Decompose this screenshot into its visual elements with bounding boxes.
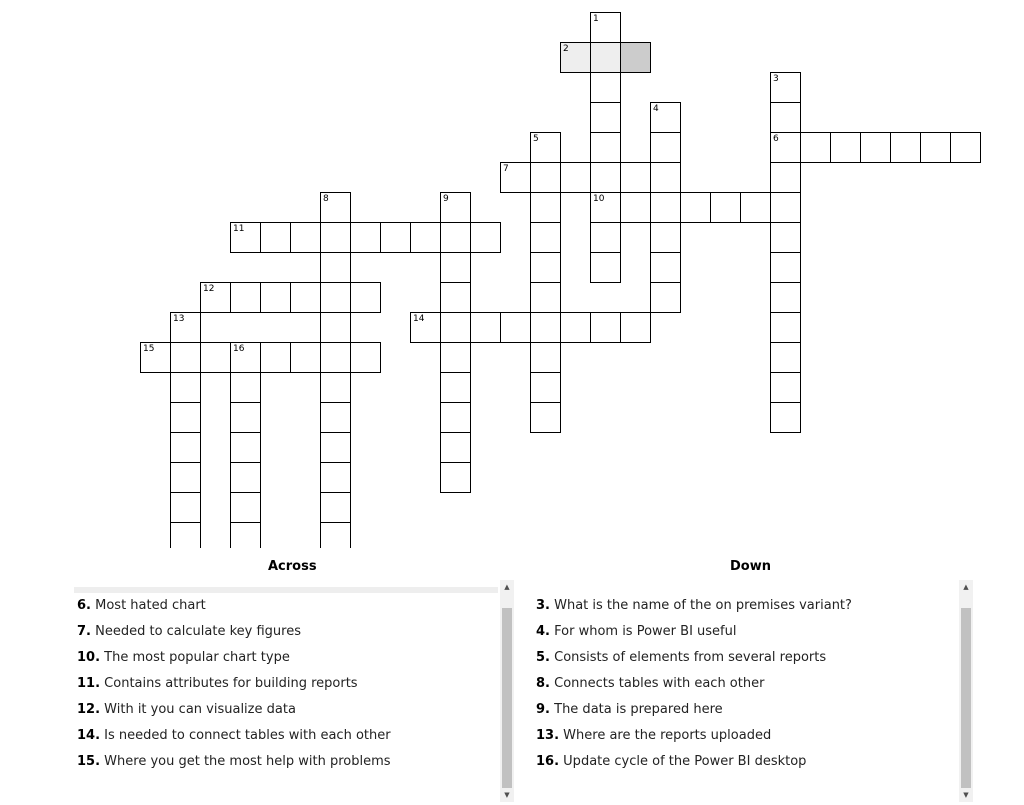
grid-cell[interactable] <box>530 162 561 193</box>
across-clue-list <box>74 580 498 802</box>
scroll-up-icon[interactable]: ▲ <box>504 583 510 591</box>
grid-cell[interactable] <box>440 252 471 283</box>
grid-cell[interactable] <box>320 432 351 463</box>
grid-cell[interactable] <box>590 72 621 103</box>
across-scrollbar[interactable] <box>500 580 514 802</box>
grid-cell[interactable] <box>530 372 561 403</box>
grid-cell[interactable] <box>440 402 471 433</box>
grid-cell[interactable] <box>440 432 471 463</box>
grid-cell[interactable] <box>320 492 351 523</box>
clue-number: 16. <box>536 754 560 769</box>
clue-across-15[interactable] <box>74 749 498 775</box>
grid-cell[interactable] <box>440 462 471 493</box>
clue-number-label: 12 <box>203 284 215 294</box>
clue-across-10[interactable] <box>74 645 498 671</box>
grid-cell[interactable] <box>320 522 351 548</box>
grid-cell[interactable] <box>320 372 351 403</box>
grid-cell[interactable] <box>770 102 801 133</box>
grid-cell[interactable] <box>230 222 261 253</box>
grid-cell[interactable] <box>320 402 351 433</box>
grid-cell[interactable] <box>590 12 621 43</box>
grid-cell[interactable] <box>530 282 561 313</box>
grid-cell[interactable] <box>950 132 981 163</box>
down-scrollbar[interactable] <box>959 580 973 802</box>
grid-cell[interactable] <box>800 132 831 163</box>
grid-cell[interactable] <box>260 222 291 253</box>
grid-cell[interactable] <box>530 222 561 253</box>
clue-number: 13. <box>536 728 560 743</box>
grid-cell[interactable] <box>170 402 201 433</box>
grid-cell[interactable] <box>620 192 651 223</box>
clue-number-label: 8 <box>323 194 329 204</box>
clue-down-4[interactable] <box>533 619 957 645</box>
grid-cell[interactable] <box>230 492 261 523</box>
clue-number-label: 16 <box>233 344 245 354</box>
across-heading: Across <box>268 559 317 574</box>
clue-number: 6. <box>77 598 91 613</box>
grid-cell[interactable] <box>470 222 501 253</box>
grid-cell[interactable] <box>770 402 801 433</box>
clue-number-label: 3 <box>773 74 779 84</box>
grid-cell[interactable] <box>890 132 921 163</box>
scrollbar-thumb[interactable] <box>961 608 971 788</box>
clue-number-label: 13 <box>173 314 185 324</box>
clue-number-label: 4 <box>653 104 659 114</box>
clue-number: 3. <box>536 598 550 613</box>
grid-cell[interactable] <box>530 312 561 343</box>
grid-cell[interactable] <box>170 462 201 493</box>
grid-cell[interactable] <box>260 282 291 313</box>
clue-number-label: 9 <box>443 194 449 204</box>
clue-text: What is the name of the on premises variant? <box>554 598 852 613</box>
clue-number-label: 14 <box>413 314 425 324</box>
grid-cell[interactable] <box>650 132 681 163</box>
grid-cell[interactable] <box>440 312 471 343</box>
clue-text: Connects tables with each other <box>554 676 765 691</box>
grid-cell[interactable] <box>350 222 381 253</box>
grid-cell[interactable] <box>590 102 621 133</box>
grid-cell[interactable] <box>770 72 801 103</box>
grid-cell[interactable] <box>440 222 471 253</box>
grid-cell[interactable] <box>170 372 201 403</box>
grid-cell[interactable] <box>320 282 351 313</box>
scrollbar-thumb[interactable] <box>502 608 512 788</box>
grid-cell[interactable] <box>590 132 621 163</box>
grid-cell[interactable] <box>590 312 621 343</box>
clue-partial-row <box>533 580 957 593</box>
across-clue-panel <box>74 580 514 802</box>
clue-number: 9. <box>536 702 550 717</box>
clue-text: Needed to calculate key figures <box>95 624 301 639</box>
clue-text: Where you get the most help with problems <box>104 754 391 769</box>
down-clue-panel <box>533 580 973 802</box>
grid-cell[interactable] <box>590 222 621 253</box>
clue-number: 11. <box>77 676 101 691</box>
scroll-up-icon[interactable]: ▲ <box>963 583 969 591</box>
clue-down-8[interactable] <box>533 671 957 697</box>
grid-cell[interactable] <box>770 282 801 313</box>
clue-text: Most hated chart <box>95 598 206 613</box>
grid-cell[interactable] <box>200 282 231 313</box>
grid-cell[interactable] <box>560 42 591 73</box>
grid-cell[interactable] <box>590 42 621 73</box>
clue-across-6[interactable] <box>74 593 498 619</box>
grid-cell[interactable] <box>590 162 621 193</box>
grid-cell[interactable] <box>830 132 861 163</box>
grid-cell[interactable] <box>440 282 471 313</box>
clue-across-12[interactable] <box>74 697 498 723</box>
grid-cell[interactable] <box>170 492 201 523</box>
clue-text: For whom is Power BI useful <box>554 624 737 639</box>
down-heading: Down <box>730 559 771 574</box>
grid-cell[interactable] <box>620 42 651 73</box>
grid-cell[interactable] <box>230 282 261 313</box>
clue-down-13[interactable] <box>533 723 957 749</box>
grid-cell[interactable] <box>920 132 951 163</box>
grid-cell[interactable] <box>230 372 261 403</box>
grid-cell[interactable] <box>320 252 351 283</box>
clue-number: 5. <box>536 650 550 665</box>
clue-across-14[interactable] <box>74 723 498 749</box>
grid-cell[interactable] <box>290 222 321 253</box>
grid-cell[interactable] <box>530 192 561 223</box>
grid-cell[interactable] <box>620 162 651 193</box>
grid-cell[interactable] <box>260 342 291 373</box>
grid-cell[interactable] <box>590 192 621 223</box>
grid-cell[interactable] <box>410 312 441 343</box>
grid-cell[interactable] <box>140 342 171 373</box>
grid-cell[interactable] <box>530 402 561 433</box>
grid-cell[interactable] <box>770 132 801 163</box>
grid-cell[interactable] <box>350 342 381 373</box>
grid-cell[interactable] <box>350 282 381 313</box>
clue-text: With it you can visualize data <box>104 702 296 717</box>
grid-cell[interactable] <box>380 222 411 253</box>
clue-number: 14. <box>77 728 101 743</box>
grid-cell[interactable] <box>620 312 651 343</box>
clue-across-11[interactable] <box>74 671 498 697</box>
clue-down-5[interactable] <box>533 645 957 671</box>
grid-cell[interactable] <box>650 192 681 223</box>
grid-cell[interactable] <box>410 222 441 253</box>
grid-cell[interactable] <box>230 522 261 548</box>
grid-cell[interactable] <box>320 462 351 493</box>
clue-number-label: 6 <box>773 134 779 144</box>
grid-cell[interactable] <box>650 252 681 283</box>
clue-text: The data is prepared here <box>554 702 723 717</box>
grid-cell[interactable] <box>170 432 201 463</box>
grid-cell[interactable] <box>770 342 801 373</box>
clue-number: 15. <box>77 754 101 769</box>
grid-cell[interactable] <box>650 282 681 313</box>
clue-down-3[interactable] <box>533 593 957 619</box>
grid-cell[interactable] <box>680 192 711 223</box>
grid-cell[interactable] <box>230 342 261 373</box>
grid-cell[interactable] <box>560 162 591 193</box>
down-clue-list <box>533 580 957 802</box>
clue-number-label: 10 <box>593 194 605 204</box>
grid-cell[interactable] <box>440 192 471 223</box>
grid-cell[interactable] <box>560 312 591 343</box>
grid-cell[interactable] <box>320 342 351 373</box>
grid-cell[interactable] <box>290 282 321 313</box>
clue-text: The most popular chart type <box>104 650 290 665</box>
clue-partial-row <box>74 580 498 593</box>
clue-text: Contains attributes for building reports <box>104 676 358 691</box>
clue-number: 7. <box>77 624 91 639</box>
grid-cell[interactable] <box>530 132 561 163</box>
clue-text: Consists of elements from several reports <box>554 650 827 665</box>
clue-number: 8. <box>536 676 550 691</box>
grid-cell[interactable] <box>860 132 891 163</box>
clue-text: Where are the reports uploaded <box>563 728 772 743</box>
grid-cell[interactable] <box>320 222 351 253</box>
grid-cell[interactable] <box>170 342 201 373</box>
grid-cell[interactable] <box>290 342 321 373</box>
clue-number: 4. <box>536 624 550 639</box>
clue-text: Is needed to connect tables with each other <box>104 728 391 743</box>
grid-cell[interactable] <box>650 222 681 253</box>
grid-cell[interactable] <box>500 162 531 193</box>
clue-number: 12. <box>77 702 101 717</box>
grid-cell[interactable] <box>770 162 801 193</box>
grid-cell[interactable] <box>770 252 801 283</box>
clue-number-label: 2 <box>563 44 569 54</box>
grid-cell[interactable] <box>650 102 681 133</box>
clue-text: Update cycle of the Power BI desktop <box>563 754 807 769</box>
scroll-down-icon[interactable]: ▼ <box>963 791 969 799</box>
grid-cell[interactable] <box>230 402 261 433</box>
grid-cell[interactable] <box>320 192 351 223</box>
clue-number-label: 15 <box>143 344 155 354</box>
grid-cell[interactable] <box>440 372 471 403</box>
grid-cell[interactable] <box>200 342 231 373</box>
scroll-down-icon[interactable]: ▼ <box>504 791 510 799</box>
grid-cell[interactable] <box>230 432 261 463</box>
grid-cell[interactable] <box>530 252 561 283</box>
clue-across-7[interactable] <box>74 619 498 645</box>
grid-cell[interactable] <box>770 312 801 343</box>
grid-cell[interactable] <box>470 312 501 343</box>
clue-down-16[interactable] <box>533 749 957 775</box>
grid-cell[interactable] <box>710 192 741 223</box>
grid-cell[interactable] <box>650 162 681 193</box>
grid-cell[interactable] <box>170 312 201 343</box>
grid-cell[interactable] <box>770 192 801 223</box>
grid-cell[interactable] <box>770 222 801 253</box>
grid-cell[interactable] <box>440 342 471 373</box>
grid-cell[interactable] <box>770 372 801 403</box>
grid-cell[interactable] <box>320 312 351 343</box>
clue-number-label: 5 <box>533 134 539 144</box>
grid-cell[interactable] <box>230 462 261 493</box>
clue-number-label: 7 <box>503 164 509 174</box>
clue-number-label: 1 <box>593 14 599 24</box>
clue-number: 10. <box>77 650 101 665</box>
grid-cell[interactable] <box>530 342 561 373</box>
clue-down-9[interactable] <box>533 697 957 723</box>
grid-cell[interactable] <box>590 252 621 283</box>
grid-cell[interactable] <box>170 522 201 548</box>
grid-cell[interactable] <box>740 192 771 223</box>
clue-number-label: 11 <box>233 224 245 234</box>
grid-cell[interactable] <box>500 312 531 343</box>
